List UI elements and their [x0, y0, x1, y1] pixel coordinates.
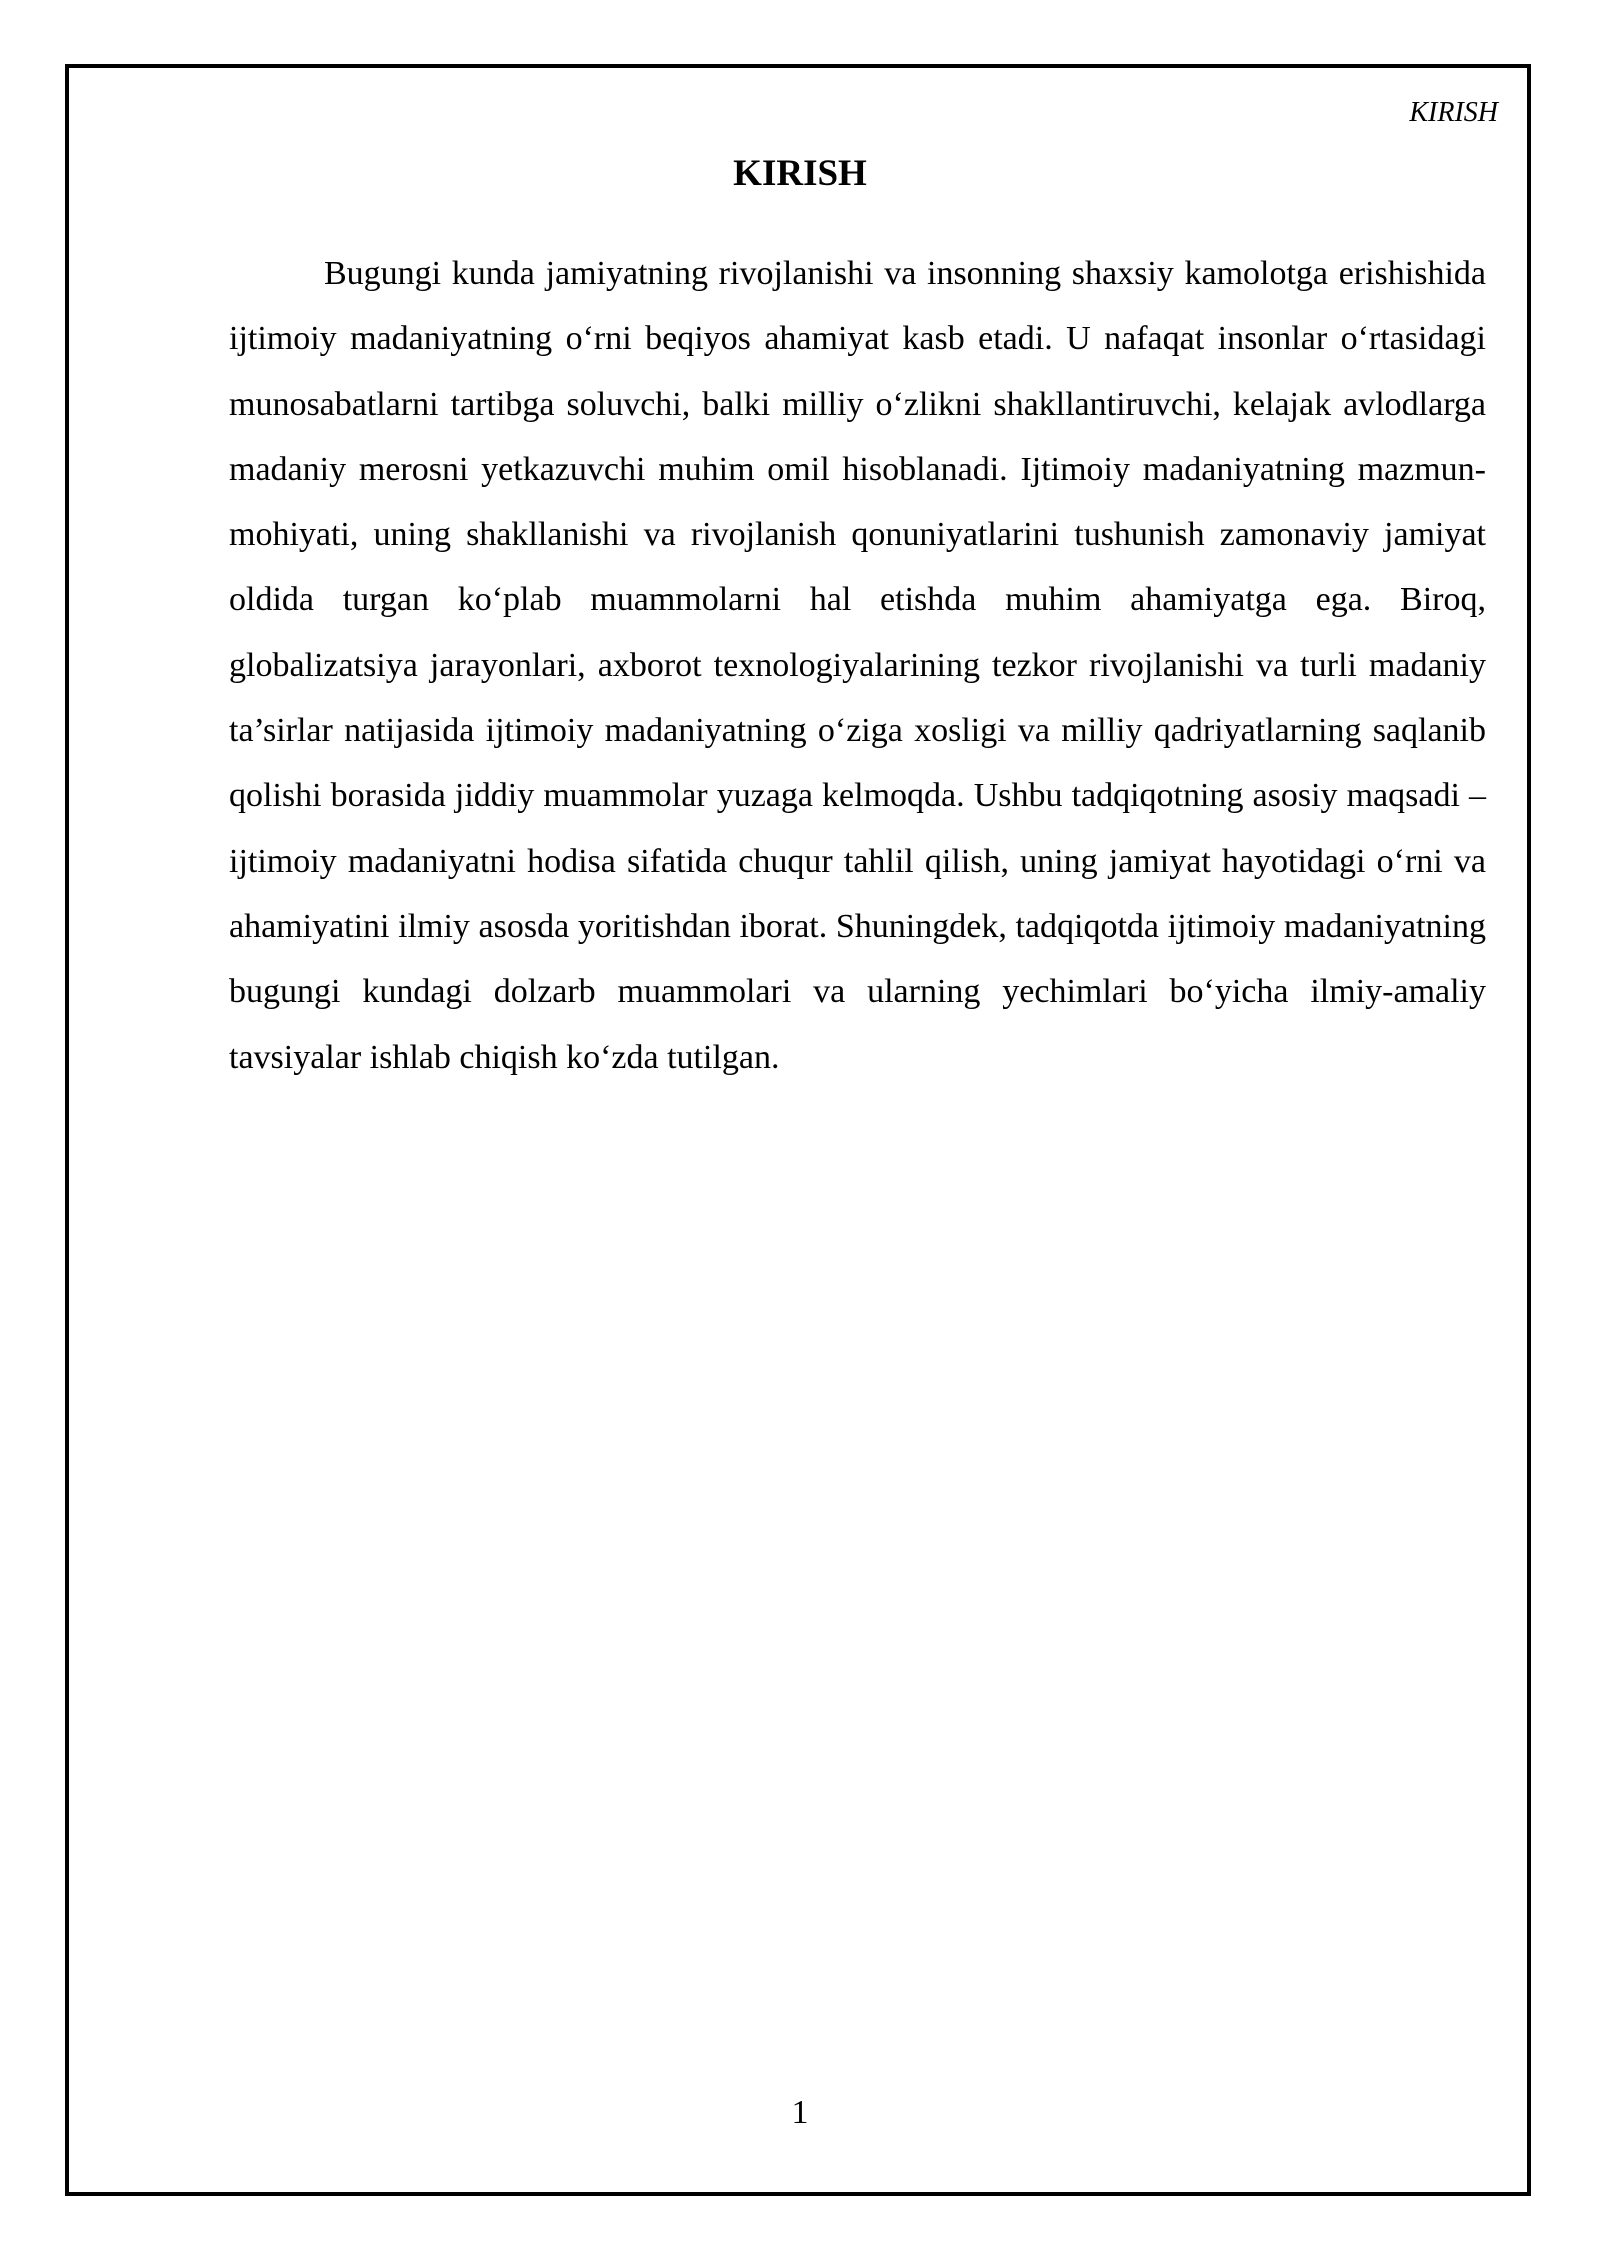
page-number: 1 — [791, 2094, 809, 2131]
running-header: KIRISH — [1409, 97, 1498, 128]
body-paragraph: Bugungi kunda jamiyatning rivojlanishi va insonning shaxsiy kamolotga erishishida ijtimoiy madaniyatning o‘rni beqiyos ahamiyat kasb etadi. U nafaqat insonlar o‘rtasidagi munosabatlarni tartibga soluvchi, balki milliy o‘zlikni shakllantiruvchi, kelajak avlodlarga madaniy merosni yetkazuvchi muhim omil hisoblanadi. Ijtimoiy madaniyatning mazmun-mohiyati, uning shakllanishi va rivojlanish qonuniyatlarini tushunish zamonaviy jamiyat oldida turgan ko‘plab muammolarni hal etishda muhim ahamiyatga ega. Biroq, globalizatsiya jarayonlari, axborot texnologiyalarining tezkor rivojlanishi va turli madaniy ta’sirlar natijasida ijtimoiy madaniyatning o‘ziga xosligi va milliy qadriyatlarning saqlanib qolishi borasida jiddiy muammolar yuzaga kelmoqda. Ushbu tadqiqotning asosiy maqsadi – ijtimoiy madaniyatni hodisa sifatida chuqur tahlil qilish, uning jamiyat hayotidagi o‘rni va ahamiyatini ilmiy asosda yoritishdan iborat. Shuningdek, tadqiqotda ijtimoiy madaniyatning bugungi kundagi dolzarb muammolari va ularning yechimlari bo‘yicha ilmiy-amaliy tavsiyalar ishlab chiqish ko‘zda tutilgan. — [229, 255, 1486, 1076]
page-title: KIRISH — [733, 153, 867, 194]
